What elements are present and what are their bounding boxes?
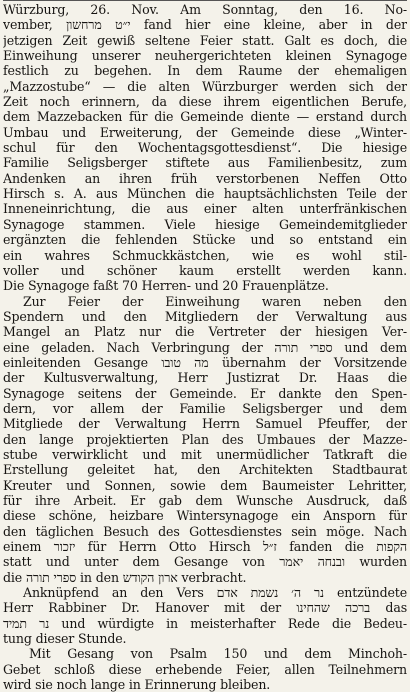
- text-line: dem Mazzebacken für die Gemeinde diente — erstand durch: [3, 109, 407, 125]
- text-line: statt und unter dem Gesange von ובנחה יאמר wurden: [3, 554, 407, 570]
- text-line: für ihre Arbeit. Er gab dem Wunsche Ausdruck, daß: [3, 493, 407, 508]
- text-line: tung dieser Stunde.: [3, 631, 127, 647]
- text-line: jetzigen Zeit gewiß seltene Feier statt. Galt es doch, die: [3, 32, 407, 48]
- text-line: Herr Rabbiner Dr. Hanover mit der ברכה שהחינו das: [3, 600, 407, 616]
- text-line: Zur Feier der Einweihung waren neben den: [23, 293, 407, 309]
- text-line: Familie Seligsberger stiftete aus Familienbesitz, zum: [3, 155, 407, 171]
- paragraph-rabbiner: [3, 585, 407, 646]
- text-line: vember, י״ט מרחשון fand hier eine kleine, aber in der: [3, 17, 407, 33]
- text-line: Mitgliede der Verwaltung Herrn Samuel Pfeuffer, der: [3, 416, 407, 432]
- text-line: Mangel an Platz nur die Vertreter der hiesigen Ver-: [3, 324, 407, 340]
- text-line: Die Synagoge faßt 70 Herren- und 20 Frauenplätze.: [3, 278, 329, 294]
- paragraph-schluss: [3, 646, 407, 692]
- text-line: Einweihung unserer neuhergerichteten kleinen Synagoge: [3, 48, 407, 64]
- text-line: Inneneinrichtung, die aus einer alten unterfränkischen: [3, 201, 407, 217]
- text-line: ergänzten die fehlenden Stücke und so entstand ein: [3, 232, 407, 248]
- paragraph-feier: [3, 294, 407, 586]
- text-line: festlich zu begehen. In dem Raume der ehemaligen: [3, 63, 407, 79]
- text-line: „Mazzostube“ — die alten Würzburger werden sich der: [3, 78, 407, 94]
- text-line: schul für den Wochentagsgottesdienst“. Die hiesige: [3, 140, 407, 156]
- text-line: Anknüpfend an den Vers נר ה׳ נשמת אדם entzündete: [23, 585, 407, 601]
- text-line: Zeit noch erinnern, da diese ihrem eigentlichen Berufe,: [3, 94, 407, 110]
- text-line: einem יזכור für Herrn Otto Hirsch ז״ל fanden die הקפות: [3, 539, 407, 555]
- text-line: voller und schöner kaum erstellt werden kann.: [3, 262, 407, 278]
- text-line: Würzburg, 26. Nov. Am Sonntag, den 16. No-: [3, 2, 407, 17]
- text-line: Erstellung geleitet hat, den Architekten Stadtbaurat: [3, 462, 407, 478]
- text-line: einleitenden Gesange מה טובו übernahm der Vorsitzende: [3, 354, 407, 370]
- text-line: Umbau und Erweiterung, der Gemeinde diese „Winter-: [3, 124, 407, 140]
- text-line: Mit Gesang von Psalm 150 und dem Minchoh-: [29, 646, 407, 662]
- text-line: Gebet schloß diese erhebende Feier, allen Teilnehmern: [3, 661, 407, 677]
- text-line: diese schöne, heizbare Wintersynagoge ein Ansporn für: [3, 508, 407, 524]
- text-line: Hirsch s. A. aus München die hauptsächlichsten Teile der: [3, 186, 407, 202]
- paragraph-einweihung: [3, 2, 407, 294]
- text-line: Spendern und den Mitgliedern der Verwaltung aus: [3, 308, 407, 324]
- text-line: Andenken an ihren früh verstorbenen Neffen Otto: [3, 170, 407, 186]
- text-line: נר תמיד und würdigte in meisterhafter Rede die Bedeu-: [3, 615, 407, 631]
- text-line: der Kultusverwaltung, Herr Justizrat Dr. Haas die: [3, 370, 407, 386]
- text-line: Synagoge stammen. Viele hiesige Gemeindemitglieder: [3, 216, 407, 232]
- text-line: Synagoge seitens der Gemeinde. Er dankte den Spen-: [3, 385, 407, 401]
- text-line: wird sie noch lange in Erinnerung bleiben.: [3, 677, 271, 692]
- text-line: die ספרי תורה in den ארון הקודש verbracht.: [3, 569, 247, 585]
- text-line: den täglichen Besuch des Gottesdienstes sein möge. Nach: [3, 523, 407, 539]
- text-line: stube verwirklicht und mit unermüdlicher Tatkraft die: [3, 446, 407, 462]
- text-line: ein wahres Schmuckkästchen, wie es wohl stil-: [3, 247, 407, 263]
- text-line: eine geladen. Nach Verbringung der ספרי תורה und dem: [3, 339, 407, 355]
- top-rule: [3, 0, 407, 1]
- text-line: Kreuter und Sonnen, sowie dem Baumeister Lehritter,: [3, 477, 407, 493]
- text-line: dern, vor allem der Familie Seligsberger und dem: [3, 400, 407, 416]
- text-line: den lange projektierten Plan des Umbaues der Mazze-: [3, 431, 407, 447]
